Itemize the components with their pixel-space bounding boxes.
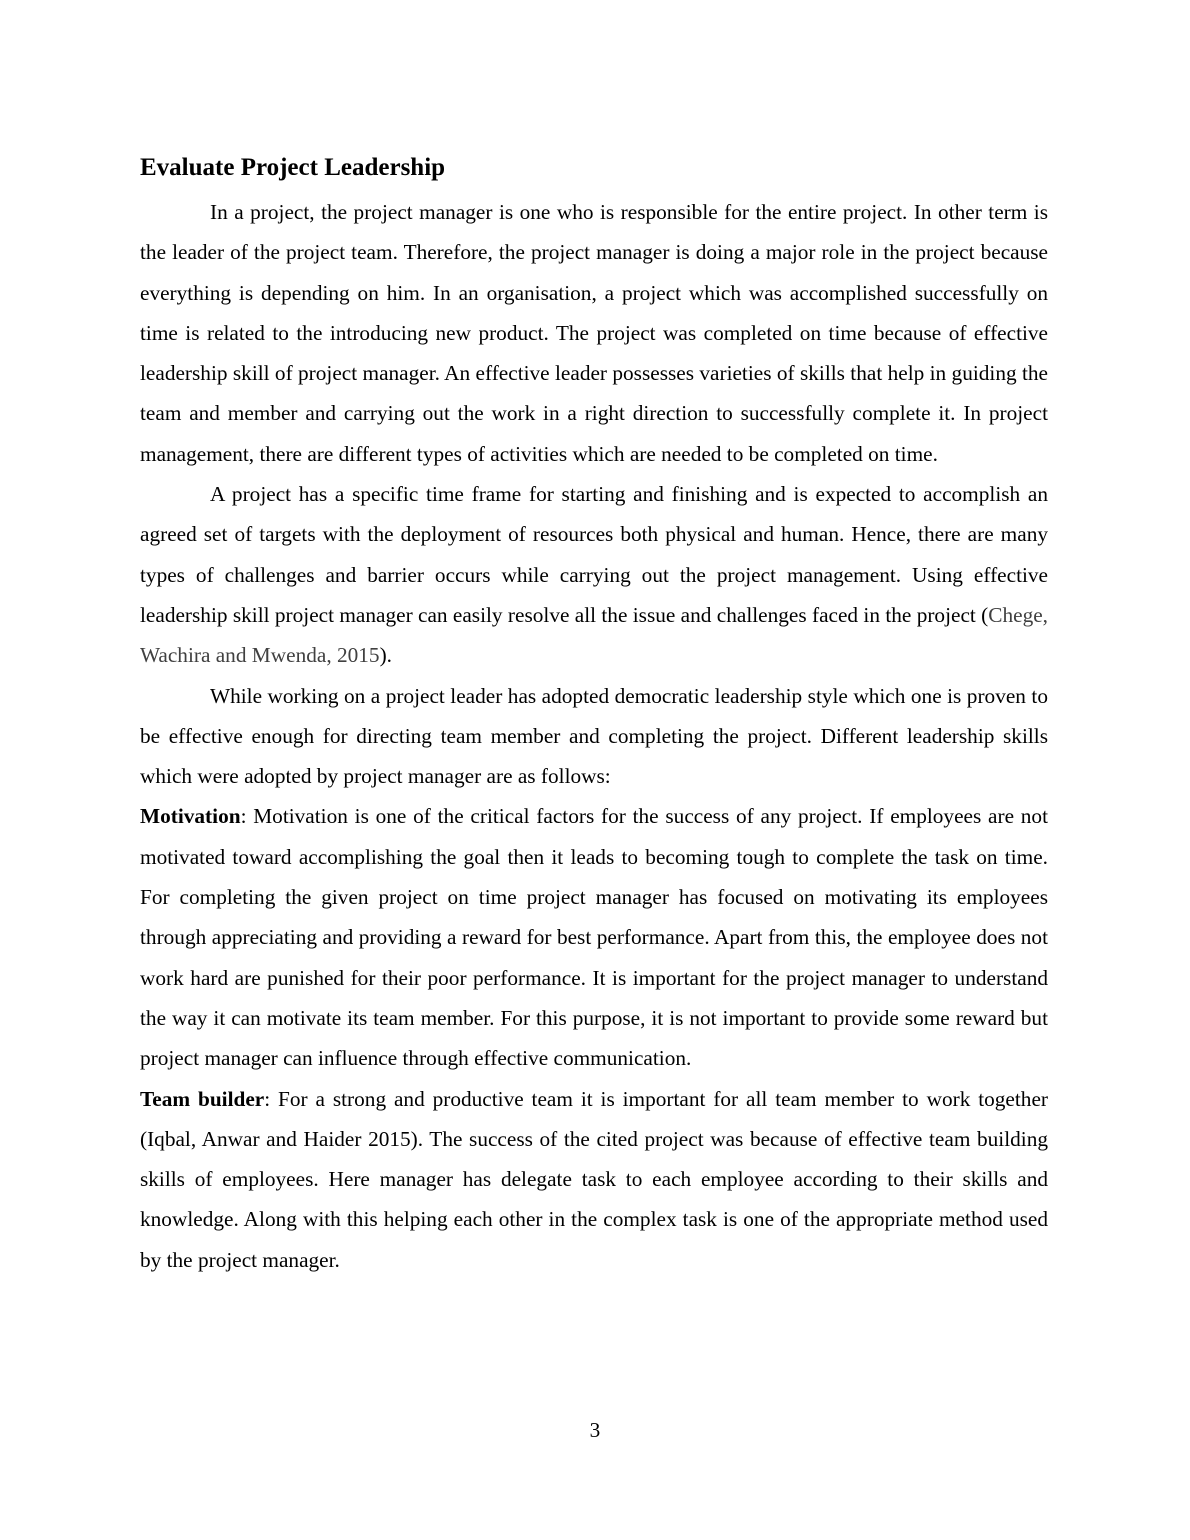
section-heading: Evaluate Project Leadership [140, 154, 446, 181]
term-team-builder: Team builder [140, 1086, 265, 1111]
page-number: 3 [589, 1418, 601, 1442]
paragraph-leadership-style: While working on a project leader has adopted democratic leadership style which one is proven to be effective enough for directing team member and completing the project. Different leadership skills which were adopted by project manager are as follows: [140, 683, 1048, 789]
team-builder-text: : For a strong and productive team it is important for all team member to work together (Iqbal, Anwar and Haider 2015). The success of the cited project was because of effective team building skills of employees. Here manager has delegate task to each employee according to their skills and knowledge. Along with this helping each other in the complex task is one of the appropriate method used by the project manager. [140, 1086, 1048, 1272]
paragraph-team-builder [140, 1079, 1048, 1280]
citation: Chege, Wachira and Mwenda, 2015 [140, 602, 1048, 668]
paragraph-challenges [140, 474, 1048, 675]
document-page [140, 148, 1048, 1280]
paragraph-challenges-end: ). [379, 643, 392, 668]
motivation-text: : Motivation is one of the critical factors for the success of any project. If employees are not motivated toward accomplishing the goal then it leads to becoming tough to complete the task on time. For completing the given project on time project manager has focused on motivating its employees through appreciating and providing a reward for best performance. Apart from this, the employee does not work hard are punished for their poor performance. It is important for the project manager to understand the way it can motivate its team member. For this purpose, it is not important to provide some reward but project manager can influence through effective communication. [140, 804, 1048, 1071]
paragraph-motivation [140, 796, 1048, 1078]
paragraph-challenges-text: A project has a specific time frame for starting and finishing and is expected to accomplish an agreed set of targets with the deployment of resources both physical and human. Hence, there are many types of challenges and barrier occurs while carrying out the project management. Using effective leadership skill project manager can easily resolve all the issue and challenges faced in the project ( [140, 482, 1048, 627]
term-motivation: Motivation [140, 804, 241, 829]
paragraph-intro: In a project, the project manager is one who is responsible for the entire project. In other term is the leader of the project team. Therefore, the project manager is doing a major role in the project because everything is depending on him. In an organisation, a project which was accomplished successfully on time is related to the introducing new product. The project was completed on time because of effective leadership skill of project manager. An effective leader possesses varieties of skills that help in guiding the team and member and carrying out the work in a right direction to successfully complete it. In project management, there are different types of activities which are needed to be completed on time. [140, 200, 1048, 466]
